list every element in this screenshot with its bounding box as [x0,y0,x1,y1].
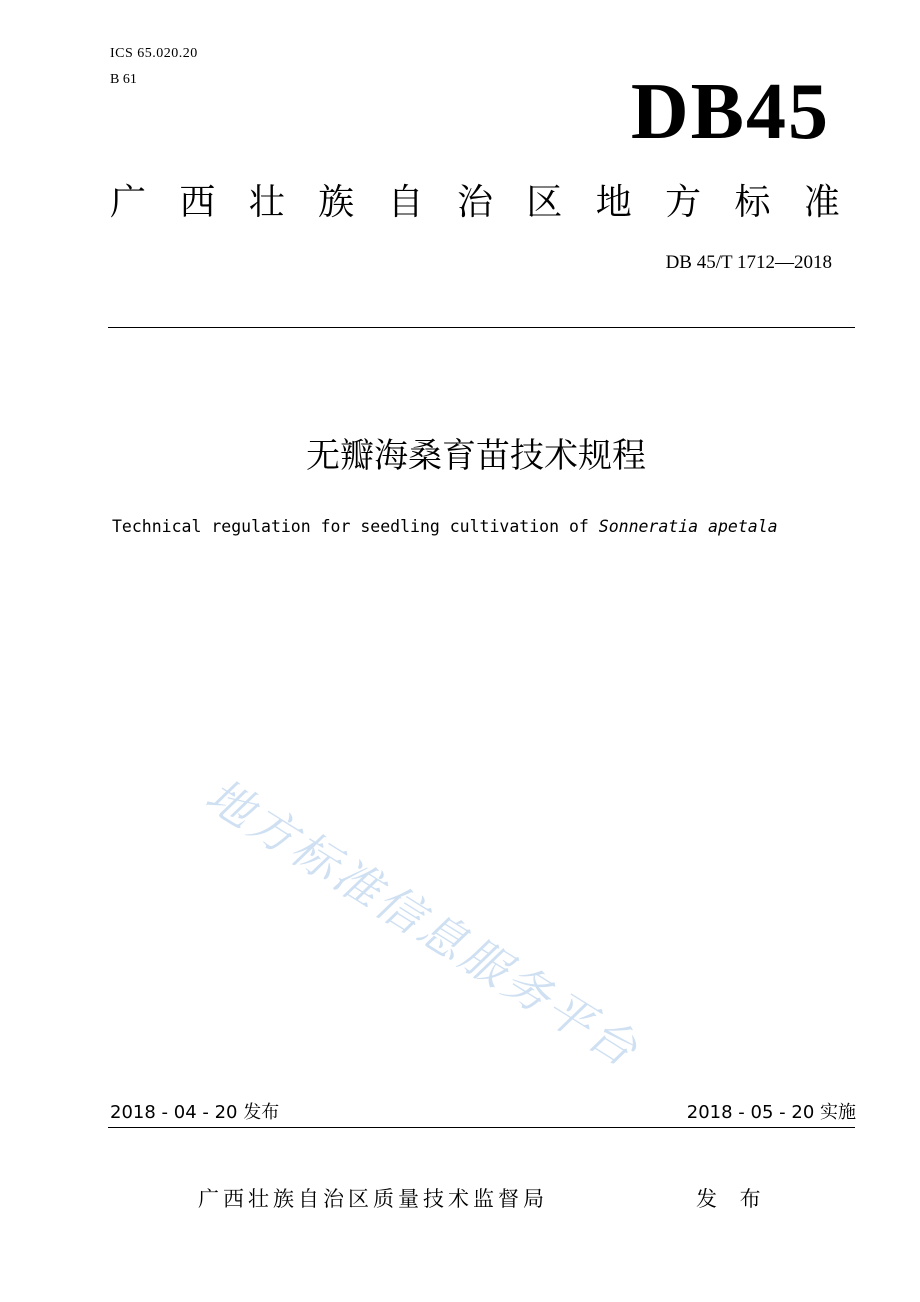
standard-type-char: 区 [526,182,563,223]
standard-type-char: 地 [595,182,632,223]
issue-date: 2018 - 04 - 20 发布 [110,1102,280,1123]
title-en-species: Sonneratia apetala [598,517,778,536]
document-title-cn: 无瓣海桑育苗技术规程 [306,436,646,476]
publish-label: 发 布 [696,1187,769,1211]
standard-number: DB 45/T 1712—2018 [665,252,832,273]
watermark: 地方标准信息服务平台 [196,767,650,1079]
standard-type-char: 标 [734,182,771,223]
standard-type-char: 族 [318,182,355,223]
standard-type-char: 治 [456,182,493,223]
implementation-date: 2018 - 05 - 20 实施 [686,1102,856,1123]
issuing-authority: 广西壮族自治区质量技术监督局 [198,1187,548,1211]
document-title-en [112,515,778,539]
title-en-prefix: Technical regulation for seedling cultivation of [112,517,599,536]
standard-type-char: 壮 [248,182,285,223]
standard-type [110,180,840,226]
standard-type-char: 自 [387,182,424,223]
bottom-divider [108,1127,855,1128]
standard-code: DB45 [630,68,830,156]
top-divider [108,327,855,328]
standard-type-char: 广 [110,182,147,223]
ics-code: ICS 65.020.20 [110,46,198,61]
standard-type-char: 西 [179,182,216,223]
standard-type-char: 准 [803,182,840,223]
ccs-code: B 61 [110,72,137,87]
standard-type-char: 方 [665,182,702,223]
